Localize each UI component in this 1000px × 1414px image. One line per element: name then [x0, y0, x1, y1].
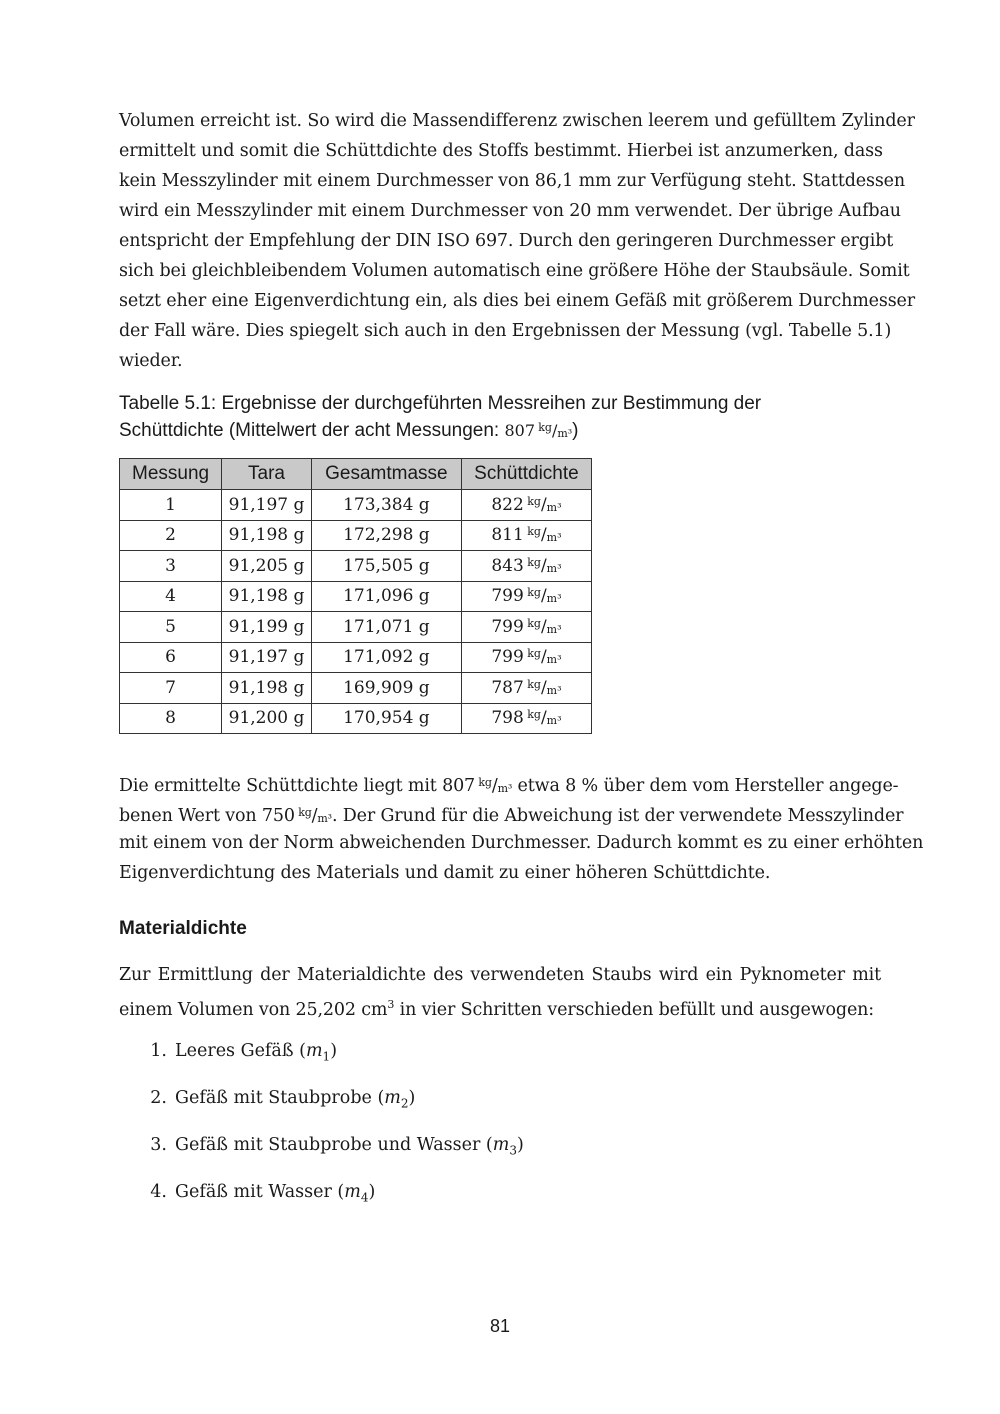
list-item: 1. Leeres Gefäß $(m_1)$ [150, 1041, 338, 1064]
cell-schuettdichte: 799 $^{kg}/_{m^3}$ [461, 581, 591, 612]
header-schuettdichte: Schüttdichte [461, 459, 591, 490]
cell-gesamtmasse: 175,505 g [311, 551, 461, 582]
cell-schuettdichte: 843 $^{kg}/_{m^3}$ [461, 551, 591, 582]
cell-gesamtmasse: 169,909 g [311, 673, 461, 704]
table-row [120, 642, 592, 673]
text-line: setzt eher eine Eigenverdichtung ein, als dies bei einem Gefäß mit größerem Durchmesser [119, 291, 915, 311]
table-row [120, 490, 592, 521]
material-paragraph [119, 960, 881, 1020]
text-line: sich bei gleichbleibendem Volumen automatisch eine größere Höhe der Staubsäule. Somit [119, 261, 910, 281]
table-row [120, 520, 592, 551]
cell-messung: 7 [120, 673, 222, 704]
cell-messung: 8 [120, 703, 222, 734]
text-line: wird ein Messzylinder mit einem Durchmesser von 20 mm verwendet. Der übrige Aufbau [119, 201, 901, 221]
table-row [120, 581, 592, 612]
table-row [120, 612, 592, 643]
list-item: 2. Gefäß mit Staubprobe $(m_2)$ [150, 1088, 416, 1111]
table-row [120, 673, 592, 704]
text-line: der Fall wäre. Dies spiegelt sich auch in den Ergebnissen der Messung (vgl. Tabelle 5.1) [119, 321, 892, 341]
page-number: 81 [489, 1316, 511, 1336]
cell-messung: 6 [120, 642, 222, 673]
caption-mean-value: 807 $^{kg}/_{m^3}$ [504, 421, 573, 440]
cell-messung: 4 [120, 581, 222, 612]
text-line: entspricht der Empfehlung der DIN ISO 697. Durch den geringeren Durchmesser ergibt [119, 231, 894, 251]
cell-tara: 91,205 g [222, 551, 312, 582]
list-item: 3. Gefäß mit Staubprobe und Wasser $(m_3)$ [150, 1135, 524, 1158]
cell-messung: 2 [120, 520, 222, 551]
text-line: wieder. [119, 351, 183, 371]
text-line: Zur Ermittlung der Materialdichte des verwendeten Staubs wird ein Pyknometer mit [119, 965, 881, 985]
cell-messung: 3 [120, 551, 222, 582]
result-paragraph [119, 768, 924, 888]
cell-schuettdichte: 799 $^{kg}/_{m^3}$ [461, 612, 591, 643]
text-line: benen Wert von 750 $^{kg}/_{m^3}$. Der Grund für die Abweichung ist der verwendete Messzylinder [119, 806, 904, 826]
caption-prefix: Schüttdichte (Mittelwert der acht Messungen: [119, 420, 505, 441]
cell-messung: 5 [120, 612, 222, 643]
caption-suffix: ) [572, 420, 579, 441]
cell-tara: 91,197 g [222, 490, 312, 521]
table-row [120, 551, 592, 582]
text-line: einem Volumen von 25,202 $cm^3$ in vier Schritten verschieden befüllt und ausgewogen: [119, 998, 875, 1020]
cell-tara: 91,198 g [222, 673, 312, 704]
header-gesamtmasse: Gesamtmasse [311, 459, 461, 490]
results-table [119, 458, 592, 734]
table-caption [119, 392, 839, 446]
cell-gesamtmasse: 171,092 g [311, 642, 461, 673]
caption-line-2 [119, 416, 839, 446]
cell-schuettdichte: 799 $^{kg}/_{m^3}$ [461, 642, 591, 673]
cell-tara: 91,200 g [222, 703, 312, 734]
table-body [120, 490, 592, 734]
table-header-row [120, 459, 592, 490]
text-line: Die ermittelte Schüttdichte liegt mit 807 $^{kg}/_{m^3}$ etwa 8 % über dem vom Hersteller angege- [119, 776, 899, 796]
text-line: Eigenverdichtung des Materials und damit zu einer höheren Schüttdichte. [119, 863, 771, 883]
text-line: kein Messzylinder mit einem Durchmesser von 86,1 mm zur Verfügung steht. Stattdessen [119, 171, 905, 191]
cell-gesamtmasse: 171,071 g [311, 612, 461, 643]
steps-list [119, 1036, 524, 1224]
intro-paragraph [119, 106, 915, 376]
header-tara: Tara [222, 459, 312, 490]
list-item: 4. Gefäß mit Wasser $(m_4)$ [150, 1182, 376, 1205]
section-heading: Materialdichte [119, 918, 247, 939]
text-line: Volumen erreicht ist. So wird die Massendifferenz zwischen leerem und gefülltem Zylinder [119, 111, 915, 131]
cell-gesamtmasse: 170,954 g [311, 703, 461, 734]
cell-gesamtmasse: 172,298 g [311, 520, 461, 551]
cell-tara: 91,197 g [222, 642, 312, 673]
header-messung: Messung [120, 459, 222, 490]
text-line: mit einem von der Norm abweichenden Durchmesser. Dadurch kommt es zu einer erhöhten [119, 833, 924, 853]
cell-schuettdichte: 787 $^{kg}/_{m^3}$ [461, 673, 591, 704]
text-line: ermittelt und somit die Schüttdichte des Stoffs bestimmt. Hierbei ist anzumerken, dass [119, 141, 883, 161]
cell-messung: 1 [120, 490, 222, 521]
cell-gesamtmasse: 173,384 g [311, 490, 461, 521]
cell-schuettdichte: 822 $^{kg}/_{m^3}$ [461, 490, 591, 521]
caption-line-1: Tabelle 5.1: Ergebnisse der durchgeführten Messreihen zur Bestimmung der [119, 393, 762, 414]
cell-schuettdichte: 811 $^{kg}/_{m^3}$ [461, 520, 591, 551]
table-row [120, 703, 592, 734]
cell-tara: 91,199 g [222, 612, 312, 643]
cell-gesamtmasse: 171,096 g [311, 581, 461, 612]
cell-tara: 91,198 g [222, 581, 312, 612]
cell-tara: 91,198 g [222, 520, 312, 551]
cell-schuettdichte: 798 $^{kg}/_{m^3}$ [461, 703, 591, 734]
